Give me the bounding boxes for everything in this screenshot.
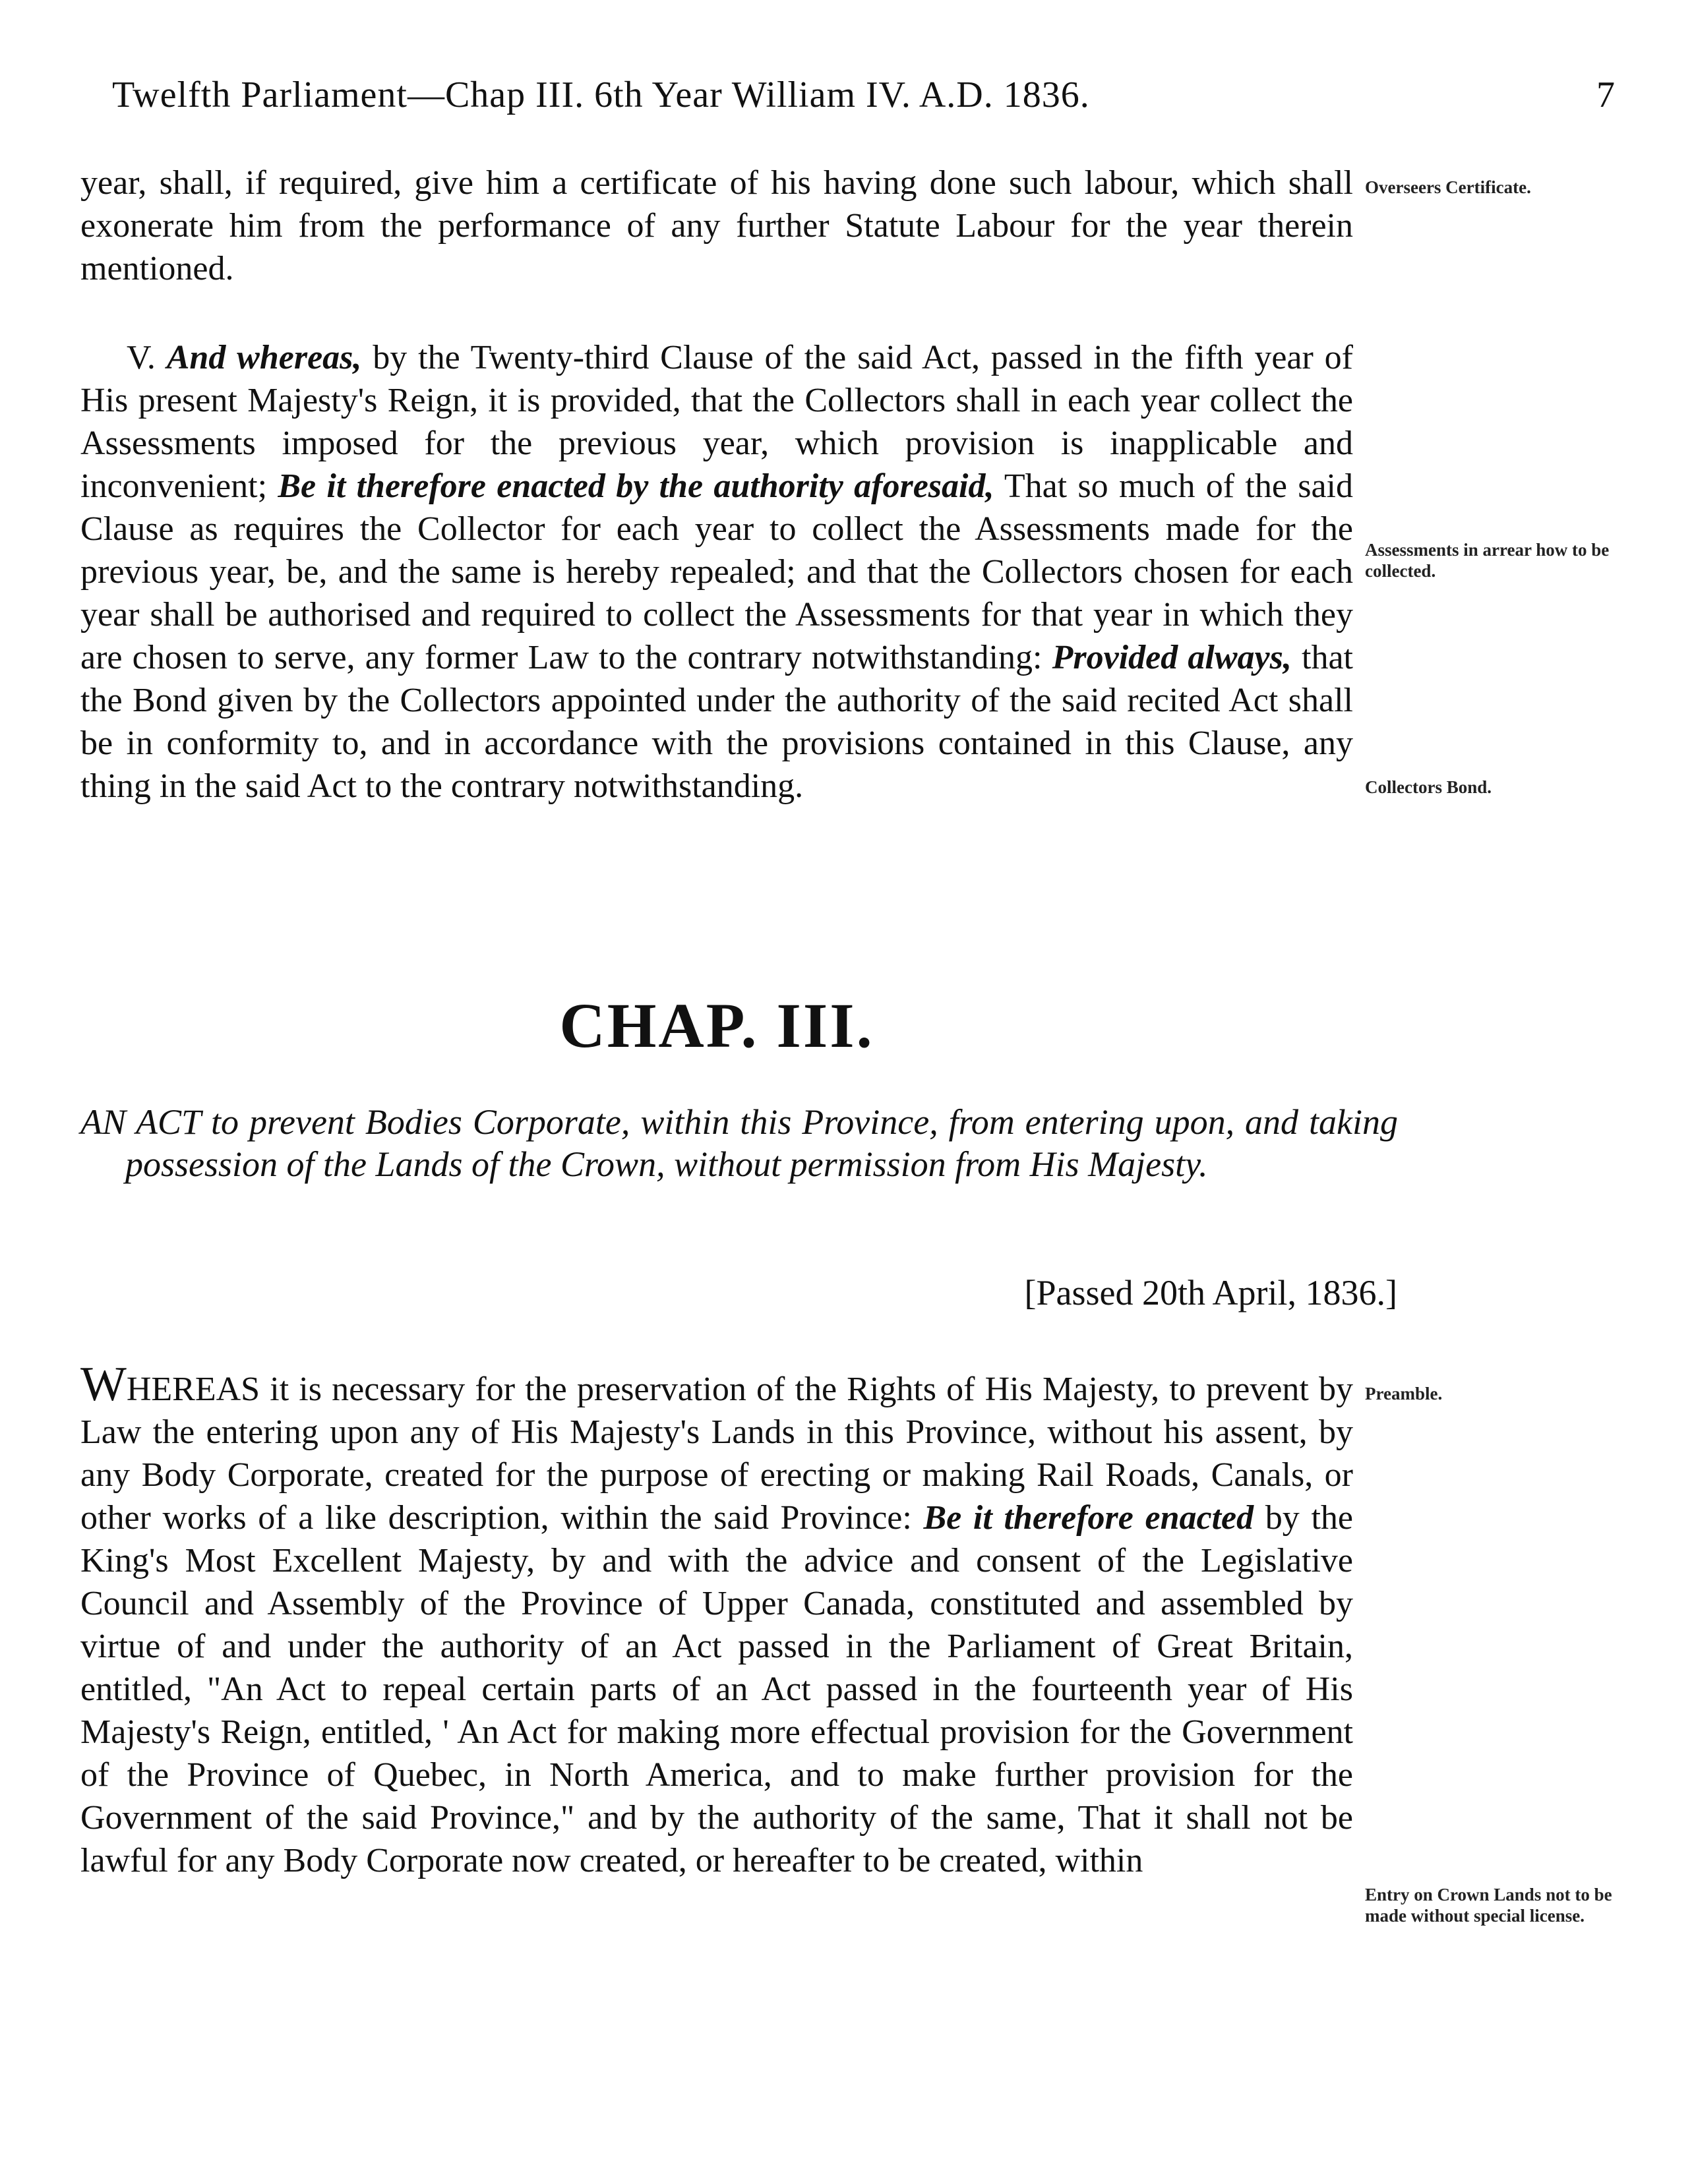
drop-cap: W	[80, 1357, 127, 1411]
running-header	[112, 74, 1616, 133]
header-title: Twelfth Parliament—Chap III. 6th Year William IV. A.D. 1836.	[112, 74, 1090, 115]
section-v-paragraph	[80, 336, 1353, 808]
section-v-text-3: that the Bond given by the Collectors appointed under the authority of the said recited Act shall be in conformity to, and in accordance with the provisions contained in this Clause, any thing in the said Act to the contrary notwithstanding.	[80, 639, 1353, 805]
preamble-paragraph	[80, 1357, 1353, 1882]
preamble-enacting-clause: Be it therefore enacted	[923, 1499, 1254, 1537]
page-number: 7	[1596, 74, 1616, 115]
margin-note-assessments-arrear: Assessments in arrear how to be collected.	[1365, 540, 1610, 581]
preamble-text-1: it is necessary for the preservation of the Rights of His Majesty, to prevent by Law the entering upon any of His Majesty's Lands in this Province, without his assent, by any Body Corporate, created for the purpose of erecting or making Rail Roads, Canals, or other works of a like description, within the said Province:	[80, 1371, 1353, 1537]
section-number: V.	[127, 339, 156, 376]
preamble-text-2: by the King's Most Excellent Majesty, by and with the advice and consent of the Legislative Council and Assembly of the Province of Upper Canada, constituted and assembled by virtue of and under the authority of an Act passed in the Parliament of Great Britain, entitled, "An Act to repeal certain parts of an Act passed in the fourteenth year of His Majesty's Reign, entitled, ' An Act for making more effectual provision for the Government of the Province of Quebec, in North America, and to make further provision for the Government of the said Province," and by the authority of the same, That it shall not be lawful for any Body Corporate now created, or hereafter to be created, within	[80, 1499, 1353, 1879]
chapter-heading: CHAP. III.	[559, 990, 874, 1061]
margin-note-collectors-bond: Collectors Bond.	[1365, 777, 1492, 797]
section-continuation-paragraph: year, shall, if required, give him a certificate of his having done such labour, which shall exonerate him from the performance of any further Statute Labour for the year therein mentioned.	[80, 164, 1353, 287]
margin-note-overseers-certificate: Overseers Certificate.	[1365, 177, 1531, 197]
margin-note-preamble: Preamble.	[1365, 1384, 1443, 1403]
section-v-enacting-clause: Be it therefore enacted by the authority aforesaid,	[278, 467, 994, 505]
section-v-text-2: That so much of the said Clause as requires the Collector for each year to collect the Assessments made for the previous year, be, and the same is hereby repealed; and that the Collectors chosen for each year shall be authorised and required to collect the Assessments for that year in which they are chosen to serve, any former Law to the contrary notwithstanding:	[80, 467, 1353, 676]
passed-date: [Passed 20th April, 1836.]	[1024, 1273, 1397, 1313]
section-v-lead: And whereas,	[166, 339, 362, 376]
margin-note-entry-on-crown-lands: Entry on Crown Lands not to be made without special license.	[1365, 1885, 1612, 1926]
preamble-smallcaps: HEREAS	[126, 1371, 260, 1408]
act-title: AN ACT to prevent Bodies Corporate, within this Province, from entering upon, and taking possession of the Lands of the Crown, without permission from His Majesty.	[80, 1102, 1398, 1184]
section-v-text-1: by the Twenty-third Clause of the said Act, passed in the fifth year of His present Majesty's Reign, it is provided, that the Collectors shall in each year collect the Assessments imposed for the previous year, which provision is inapplicable and inconvenient;	[80, 339, 1353, 505]
section-v-proviso: Provided always,	[1052, 639, 1292, 676]
